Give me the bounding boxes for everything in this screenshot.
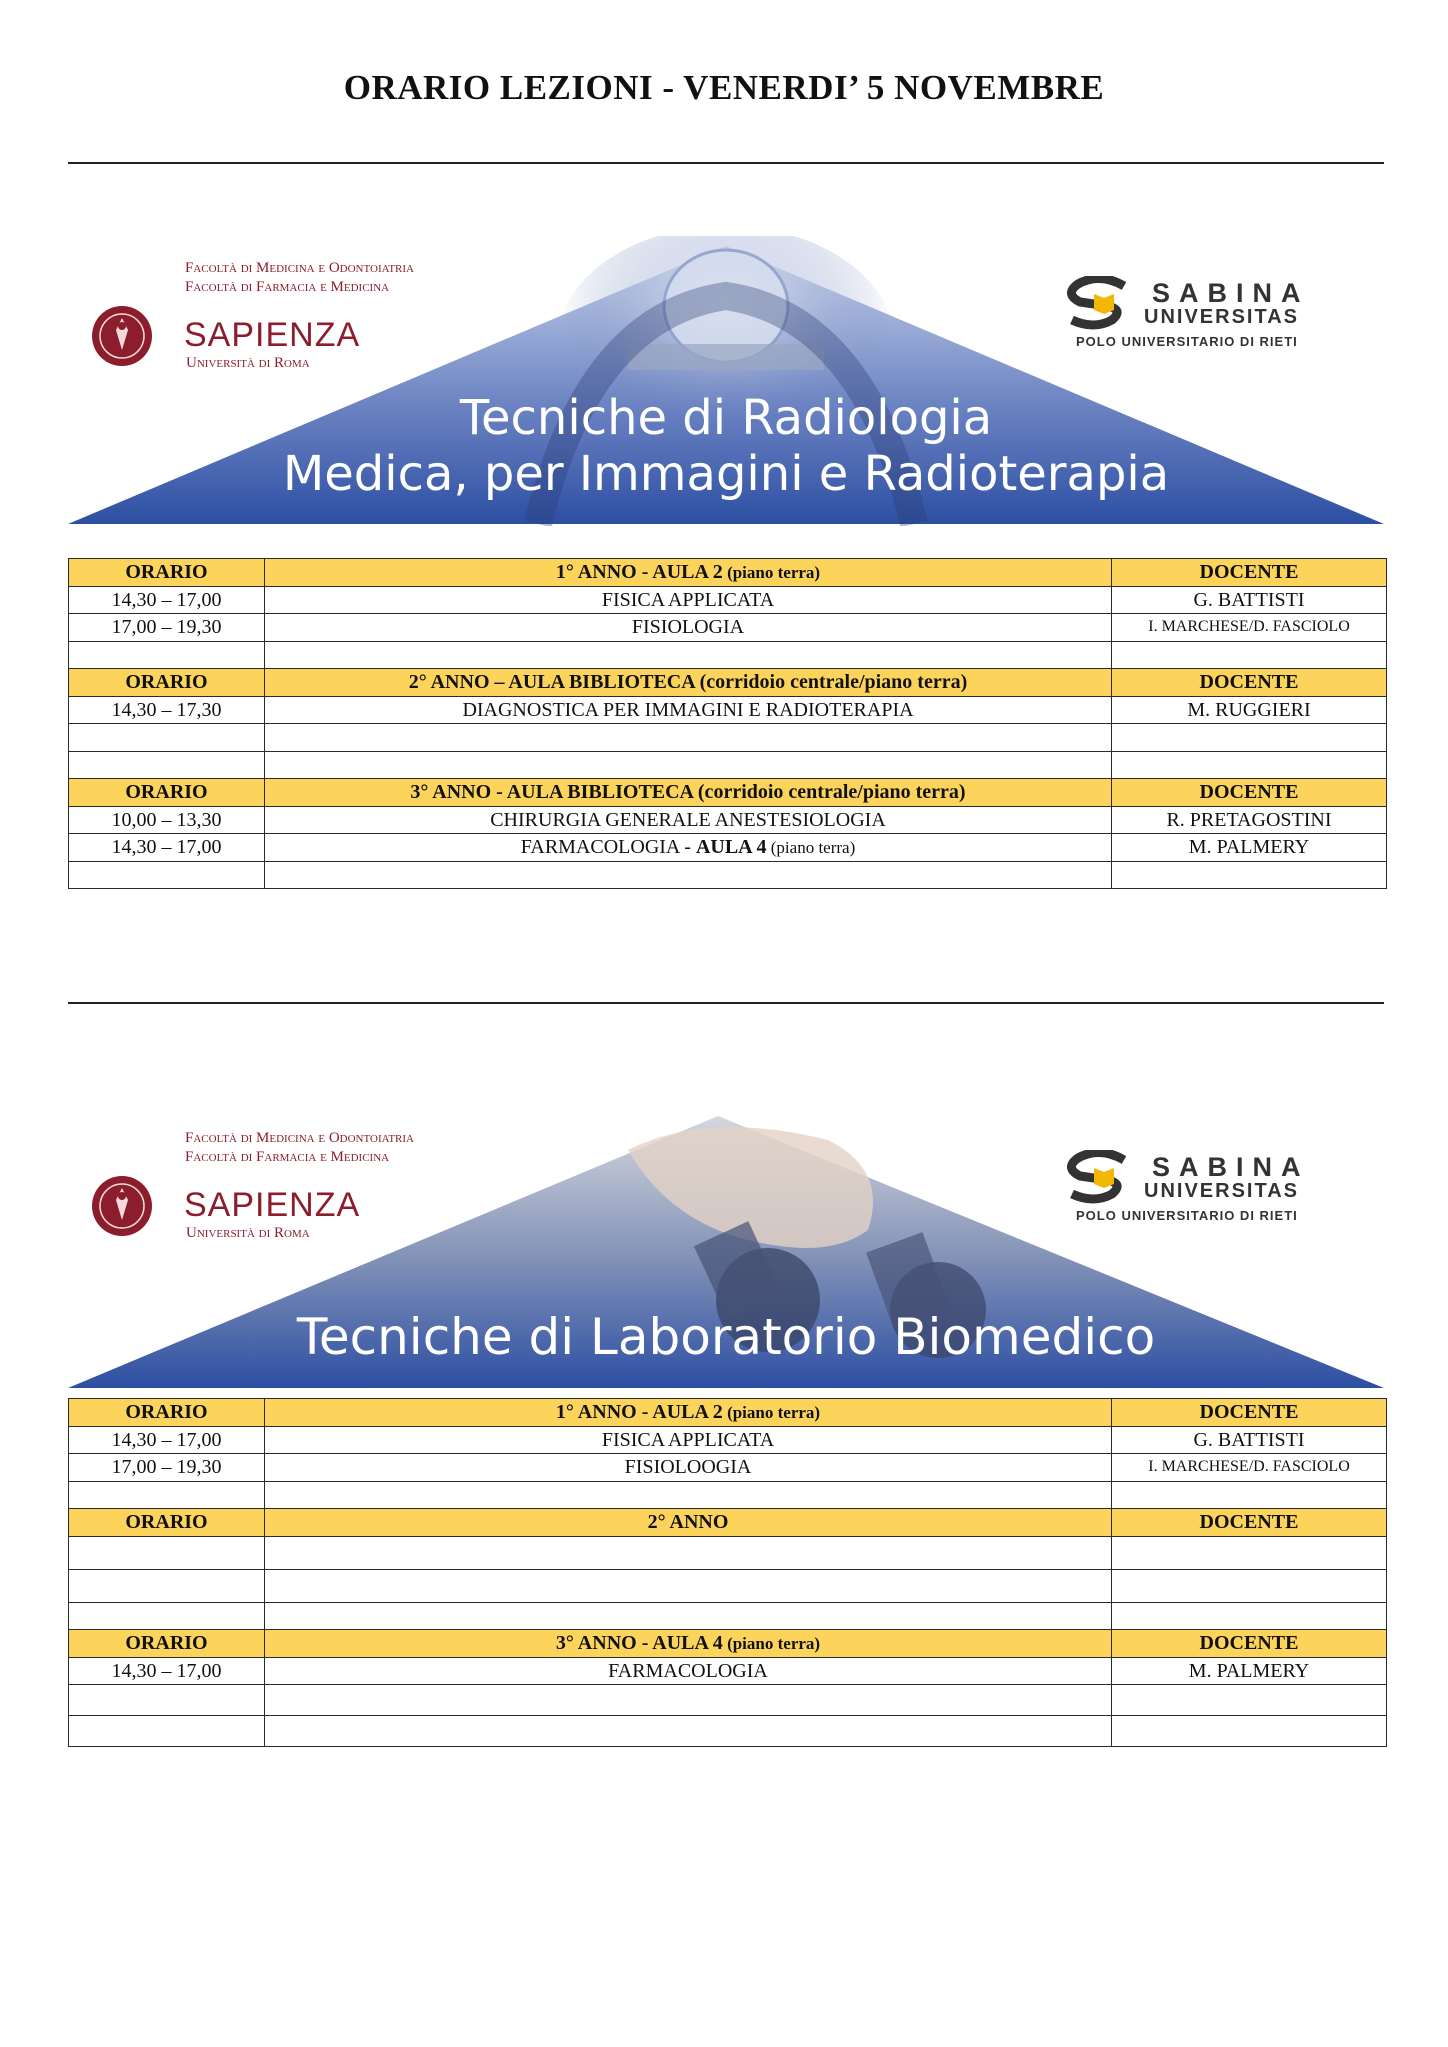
teacher-cell: M. PALMERY bbox=[1112, 834, 1387, 862]
table-header-row bbox=[69, 1630, 1387, 1658]
course-cell: FARMACOLOGIA - AULA 4 (piano terra) bbox=[265, 834, 1112, 862]
course-cell: FISIOLOOGIA bbox=[265, 1454, 1112, 1482]
course-cell bbox=[265, 724, 1112, 752]
table-row bbox=[69, 1716, 1387, 1747]
table-row bbox=[69, 751, 1387, 779]
sapienza-wordmark: SAPIENZA bbox=[184, 1186, 361, 1224]
teacher-cell bbox=[1112, 1716, 1387, 1747]
radiologia-schedule-table bbox=[68, 558, 1387, 889]
time-cell bbox=[69, 861, 265, 889]
course-cell: FISICA APPLICATA bbox=[265, 586, 1112, 614]
teacher-cell: G. BATTISTI bbox=[1112, 586, 1387, 614]
banner-title-line2: Medica, per Immagini e Radioterapia bbox=[282, 446, 1170, 502]
table-row bbox=[69, 1454, 1387, 1482]
teacher-cell bbox=[1112, 1602, 1387, 1630]
course-cell bbox=[265, 1716, 1112, 1747]
banner-title-line1: Tecniche di Radiologia bbox=[459, 390, 993, 446]
table-row bbox=[69, 861, 1387, 889]
course-header: 1° ANNO - AULA 2 (piano terra) bbox=[265, 1399, 1112, 1427]
course-header: 2° ANNO bbox=[265, 1509, 1112, 1537]
table-header-row bbox=[69, 669, 1387, 697]
polo-rieti: POLO UNIVERSITARIO DI RIETI bbox=[1076, 334, 1298, 349]
docente-header: DOCENTE bbox=[1112, 669, 1387, 697]
table-row bbox=[69, 1536, 1387, 1569]
time-cell: 14,30 – 17,00 bbox=[69, 1657, 265, 1685]
teacher-cell bbox=[1112, 751, 1387, 779]
orario-header: ORARIO bbox=[69, 1509, 265, 1537]
time-cell: 14,30 – 17,00 bbox=[69, 834, 265, 862]
table-row bbox=[69, 1481, 1387, 1509]
orario-header: ORARIO bbox=[69, 779, 265, 807]
sabina-logo bbox=[1064, 276, 1364, 356]
docente-header: DOCENTE bbox=[1112, 1399, 1387, 1427]
teacher-cell: M. RUGGIERI bbox=[1112, 696, 1387, 724]
course-cell bbox=[265, 751, 1112, 779]
teacher-cell bbox=[1112, 724, 1387, 752]
table-header-row bbox=[69, 559, 1387, 587]
teacher-cell bbox=[1112, 641, 1387, 669]
top-divider bbox=[68, 162, 1384, 164]
teacher-cell: M. PALMERY bbox=[1112, 1657, 1387, 1685]
teacher-cell bbox=[1112, 1685, 1387, 1716]
table-row bbox=[69, 1685, 1387, 1716]
time-cell bbox=[69, 1716, 265, 1747]
table-row bbox=[69, 806, 1387, 834]
time-cell bbox=[69, 1569, 265, 1602]
teacher-cell: I. MARCHESE/D. FASCIOLO bbox=[1112, 1454, 1387, 1482]
time-cell bbox=[69, 641, 265, 669]
time-cell bbox=[69, 751, 265, 779]
table-row bbox=[69, 724, 1387, 752]
middle-divider bbox=[68, 1002, 1384, 1004]
universitas-wordmark: UNIVERSITAS bbox=[1144, 1180, 1299, 1202]
sapienza-seal-icon bbox=[90, 304, 154, 368]
universita-roma: Università di Roma bbox=[186, 355, 310, 371]
course-cell bbox=[265, 861, 1112, 889]
teacher-cell bbox=[1112, 861, 1387, 889]
docente-header: DOCENTE bbox=[1112, 779, 1387, 807]
table-header-row bbox=[69, 779, 1387, 807]
time-cell: 14,30 – 17,30 bbox=[69, 696, 265, 724]
sabina-wordmark: SABINA bbox=[1152, 278, 1310, 308]
course-cell bbox=[265, 1602, 1112, 1630]
page-title: ORARIO LEZIONI - VENERDI’ 5 NOVEMBRE bbox=[343, 68, 1105, 107]
course-cell bbox=[265, 1685, 1112, 1716]
time-cell: 10,00 – 13,30 bbox=[69, 806, 265, 834]
orario-header: ORARIO bbox=[69, 669, 265, 697]
radiologia-banner bbox=[68, 236, 1384, 526]
orario-header: ORARIO bbox=[69, 559, 265, 587]
sapienza-seal-icon bbox=[90, 1174, 154, 1238]
docente-header: DOCENTE bbox=[1112, 1630, 1387, 1658]
time-cell bbox=[69, 1536, 265, 1569]
sapienza-wordmark: SAPIENZA bbox=[184, 316, 361, 354]
sabina-s-icon bbox=[1064, 1150, 1136, 1206]
time-cell bbox=[69, 1685, 265, 1716]
sapienza-logo bbox=[90, 260, 414, 371]
teacher-cell: I. MARCHESE/D. FASCIOLO bbox=[1112, 614, 1387, 642]
course-cell: CHIRURGIA GENERALE ANESTESIOLOGIA bbox=[265, 806, 1112, 834]
time-cell: 14,30 – 17,00 bbox=[69, 586, 265, 614]
course-cell: FISICA APPLICATA bbox=[265, 1426, 1112, 1454]
course-cell bbox=[265, 1536, 1112, 1569]
faculty-line1: Facoltà di Medicina e Odontoiatria bbox=[185, 1130, 414, 1146]
course-cell bbox=[265, 1569, 1112, 1602]
teacher-cell bbox=[1112, 1569, 1387, 1602]
docente-header: DOCENTE bbox=[1112, 559, 1387, 587]
sabina-s-icon bbox=[1064, 276, 1136, 332]
time-cell: 17,00 – 19,30 bbox=[69, 614, 265, 642]
table-row bbox=[69, 586, 1387, 614]
course-cell: FARMACOLOGIA bbox=[265, 1657, 1112, 1685]
table-header-row bbox=[69, 1399, 1387, 1427]
faculty-line1: Facoltà di Medicina e Odontoiatria bbox=[185, 260, 414, 276]
course-header: 3° ANNO - AULA 4 (piano terra) bbox=[265, 1630, 1112, 1658]
orario-header: ORARIO bbox=[69, 1399, 265, 1427]
table-row bbox=[69, 614, 1387, 642]
table-row bbox=[69, 1569, 1387, 1602]
sabina-logo bbox=[1064, 1150, 1364, 1230]
teacher-cell: R. PRETAGOSTINI bbox=[1112, 806, 1387, 834]
table-row bbox=[69, 1602, 1387, 1630]
course-header: 3° ANNO - AULA BIBLIOTECA (corridoio centrale/piano terra) bbox=[265, 779, 1112, 807]
time-cell bbox=[69, 1602, 265, 1630]
docente-header: DOCENTE bbox=[1112, 1509, 1387, 1537]
time-cell bbox=[69, 724, 265, 752]
laboratorio-banner bbox=[68, 1110, 1384, 1390]
faculty-line2: Facoltà di Farmacia e Medicina bbox=[185, 1149, 390, 1165]
course-cell: DIAGNOSTICA PER IMMAGINI E RADIOTERAPIA bbox=[265, 696, 1112, 724]
universita-roma: Università di Roma bbox=[186, 1225, 310, 1241]
time-cell: 17,00 – 19,30 bbox=[69, 1454, 265, 1482]
table-row bbox=[69, 641, 1387, 669]
table-header-row bbox=[69, 1509, 1387, 1537]
sabina-wordmark: SABINA bbox=[1152, 1152, 1310, 1182]
table-row bbox=[69, 1426, 1387, 1454]
sapienza-logo bbox=[90, 1130, 414, 1241]
polo-rieti: POLO UNIVERSITARIO DI RIETI bbox=[1076, 1208, 1298, 1223]
course-cell bbox=[265, 1481, 1112, 1509]
laboratorio-schedule-table bbox=[68, 1398, 1387, 1747]
table-row bbox=[69, 696, 1387, 724]
course-cell bbox=[265, 641, 1112, 669]
faculty-line2: Facoltà di Farmacia e Medicina bbox=[185, 279, 390, 295]
table-row bbox=[69, 834, 1387, 862]
universitas-wordmark: UNIVERSITAS bbox=[1144, 306, 1299, 328]
banner-title: Tecniche di Laboratorio Biomedico bbox=[296, 1308, 1156, 1366]
table-row bbox=[69, 1657, 1387, 1685]
time-cell: 14,30 – 17,00 bbox=[69, 1426, 265, 1454]
teacher-cell: G. BATTISTI bbox=[1112, 1426, 1387, 1454]
teacher-cell bbox=[1112, 1536, 1387, 1569]
time-cell bbox=[69, 1481, 265, 1509]
course-header: 2° ANNO – AULA BIBLIOTECA (corridoio centrale/piano terra) bbox=[265, 669, 1112, 697]
course-cell: FISIOLOGIA bbox=[265, 614, 1112, 642]
teacher-cell bbox=[1112, 1481, 1387, 1509]
orario-header: ORARIO bbox=[69, 1630, 265, 1658]
course-header: 1° ANNO - AULA 2 (piano terra) bbox=[265, 559, 1112, 587]
